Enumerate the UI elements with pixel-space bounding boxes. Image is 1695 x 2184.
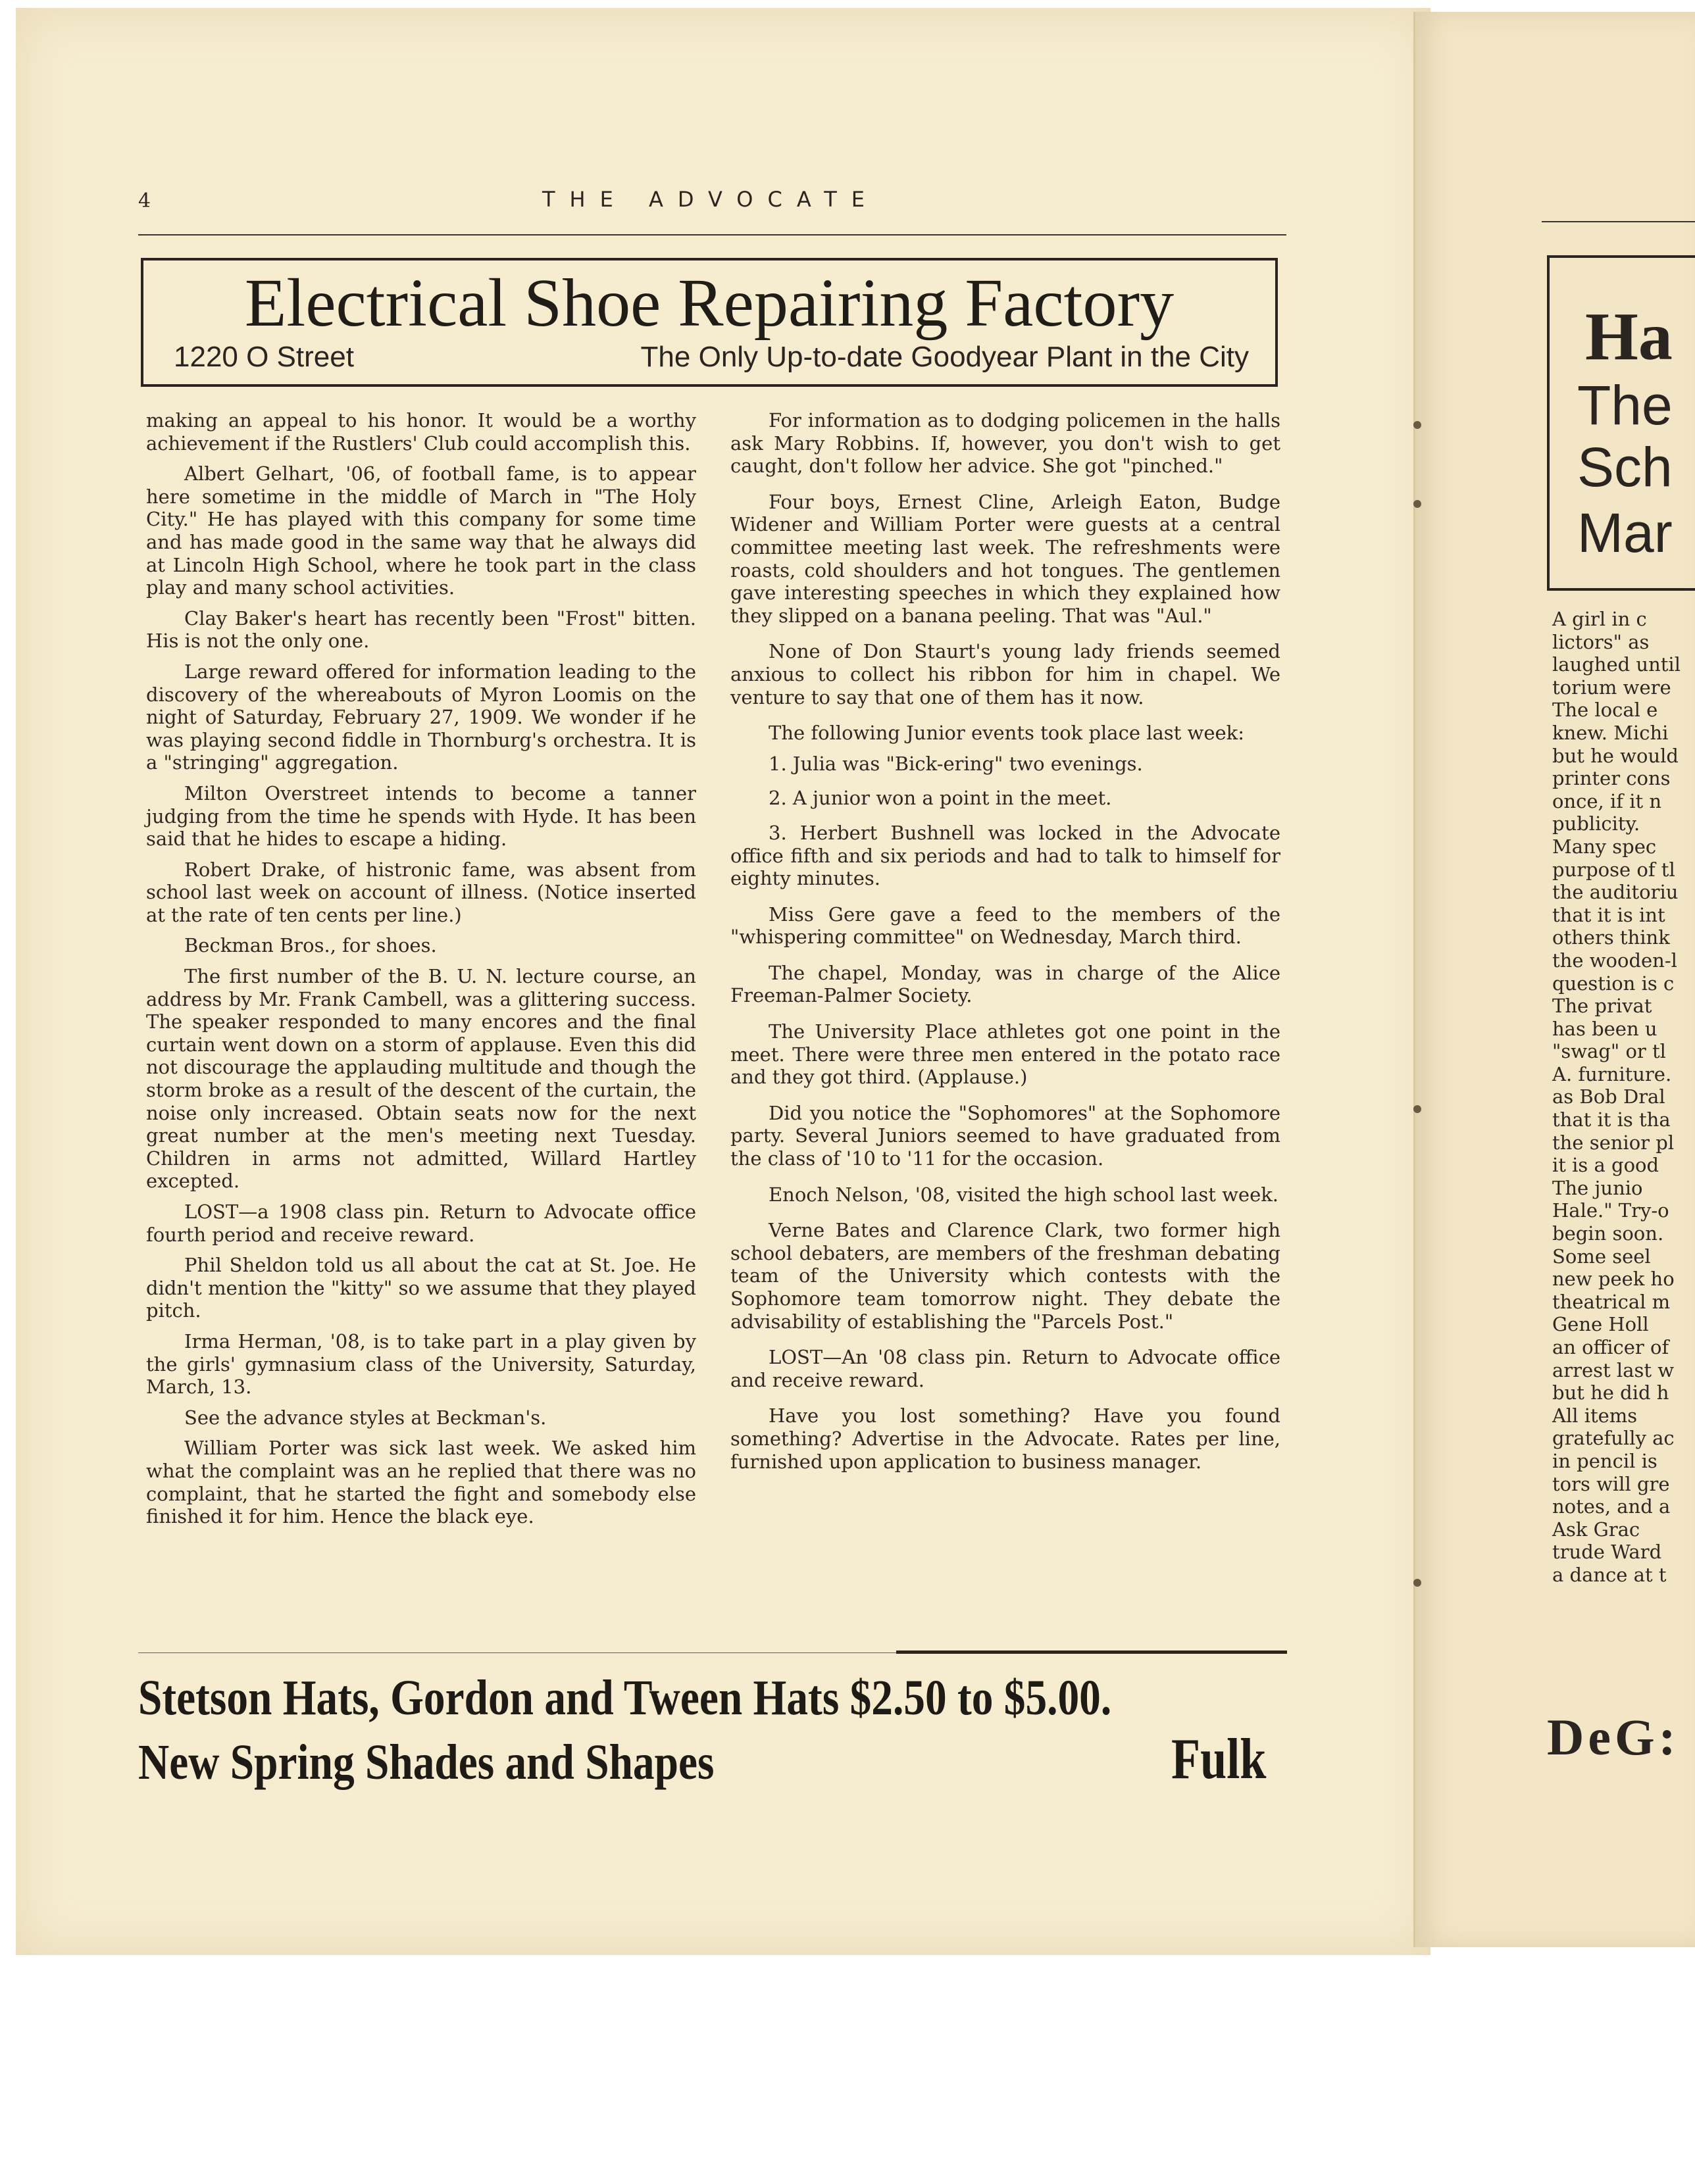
facing-page-footer-ad: DeG: xyxy=(1547,1708,1680,1766)
facing-page-line: The privat xyxy=(1552,995,1652,1018)
news-item: Irma Herman, '08, is to take part in a play given by the girls' gymnasium class of the University, Saturday, March, 13. xyxy=(146,1329,696,1399)
facing-page-line: new peek ho xyxy=(1552,1268,1675,1291)
facing-page-rule xyxy=(1542,221,1695,222)
facing-page-line: others think xyxy=(1552,926,1670,949)
news-item: LOST—a 1908 class pin. Return to Advocate office fourth period and receive reward. xyxy=(146,1201,696,1246)
news-item: William Porter was sick last week. We asked him what the complaint was an he replied that there was no complaint, that he started the fight and somebody else finished it for him. Hence the black eye. xyxy=(146,1437,696,1528)
facing-page-line: A girl in c xyxy=(1552,608,1647,630)
hat-ad-subline: New Spring Shades and Shapes xyxy=(138,1735,715,1790)
facing-page-line: an officer of xyxy=(1552,1336,1669,1358)
facing-page-line: that it is tha xyxy=(1552,1108,1671,1131)
facing-page-line: begin soon. xyxy=(1552,1222,1664,1245)
facing-page-line: The local e xyxy=(1552,699,1658,722)
ad-slogan: The Only Up-to-date Goodyear Plant in the City xyxy=(640,341,1249,373)
news-item: See the advance styles at Beckman's. xyxy=(184,1406,547,1429)
facing-page-line: arrest last w xyxy=(1552,1358,1675,1381)
facing-page-line: but he would xyxy=(1552,744,1679,767)
facing-page-line: it is a good xyxy=(1552,1154,1659,1177)
junior-events-list xyxy=(730,753,1280,890)
facing-page-line: All items xyxy=(1552,1404,1638,1427)
binding-mark xyxy=(1413,500,1421,508)
facing-page-line: question is c xyxy=(1552,972,1675,995)
facing-page-ad-box xyxy=(1547,255,1695,591)
facing-page-line: Many spec xyxy=(1552,835,1657,858)
page-number: 4 xyxy=(138,189,151,212)
news-item: Enoch Nelson, '08, visited the high school last week. xyxy=(769,1183,1279,1206)
facing-page-line: a dance at t xyxy=(1552,1563,1667,1586)
facing-page-column xyxy=(1552,608,1695,1587)
news-item: For information as to dodging policemen in the halls ask Mary Robbins. If, however, you don't wish to get caught, don't follow her advice. She got "pinched." xyxy=(730,409,1280,478)
facing-page-line: trude Ward xyxy=(1552,1541,1662,1564)
facing-ad-line: Ha xyxy=(1585,299,1673,374)
facing-page-line: theatrical m xyxy=(1552,1290,1671,1313)
news-item: The following Junior events took place last week: xyxy=(769,722,1245,745)
facing-page-line: "swag" or tl xyxy=(1552,1040,1666,1063)
facing-page-line: has been u xyxy=(1552,1017,1657,1040)
facing-page-line: Gene Holl xyxy=(1552,1313,1649,1336)
facing-page-line: Hale." Try-o xyxy=(1552,1199,1669,1222)
facing-ad-line: Mar xyxy=(1577,502,1673,564)
news-item: Verne Bates and Clarence Clark, two former high school debaters, are members of the freshman debating team of the University which contests with the Sophomore team tomorrow night. They debate the advisability of establishing the "Parcels Post." xyxy=(730,1219,1280,1333)
facing-page-line: the auditoriu xyxy=(1552,881,1679,904)
facing-page-line: the senior pl xyxy=(1552,1131,1675,1154)
binding-mark xyxy=(1413,421,1421,429)
news-item: LOST—An '08 class pin. Return to Advocate office and receive reward. xyxy=(730,1346,1280,1391)
news-items-before-list xyxy=(730,409,1280,745)
facing-ad-line: The xyxy=(1577,374,1673,436)
facing-page-line: in pencil is xyxy=(1552,1449,1657,1472)
facing-page-line: publicity. xyxy=(1552,812,1640,835)
facing-page-line: notes, and a xyxy=(1552,1495,1671,1518)
list-item: 1. Julia was "Bick-ering" two evenings. xyxy=(769,752,1143,775)
news-item: Albert Gelhart, '06, of football fame, is to appear here sometime in the middle of March in "The Holy City." He has played with this company for some time and has made good in the same way that he always did at Lincoln High School, where he took part in the class play and many school activities. xyxy=(146,462,696,599)
list-item: 2. A junior won a point in the meet. xyxy=(769,787,1112,810)
facing-page-line: purpose of tl xyxy=(1552,858,1675,881)
news-item: Miss Gere gave a feed to the members of the "whispering committee" on Wednesday, March third. xyxy=(730,903,1280,949)
facing-page-line: The junio xyxy=(1552,1176,1643,1199)
news-items-after-list xyxy=(730,903,1280,1473)
hat-ad-merchant: Fulk xyxy=(1171,1727,1267,1791)
header-rule xyxy=(138,234,1286,236)
bottom-rule-thin xyxy=(138,1652,896,1653)
shoe-repair-advertisement xyxy=(141,258,1278,387)
facing-page-line: Ask Grac xyxy=(1552,1518,1640,1541)
facing-page-line: torium were xyxy=(1552,676,1671,699)
news-item: The University Place athletes got one point in the meet. There were three men entered in the potato race and they got third. (Applause.) xyxy=(730,1020,1280,1089)
facing-page-line: lictors" as xyxy=(1552,630,1650,653)
facing-page-line: A. furniture. xyxy=(1552,1062,1672,1085)
news-item: Four boys, Ernest Cline, Arleigh Eaton, Budge Widener and William Porter were guests at a central committee meeting last week. The refreshments were roasts, cold shoulders and hot tongues. The gentlemen gave interesting speeches in which they explained how they slipped on a banana peeling. That was "Aul." xyxy=(730,490,1280,627)
news-item: The first number of the B. U. N. lecture course, an address by Mr. Frank Cambell, was a glittering success. The speaker responded to many encores and the final curtain went down on a storm of applause. Even this did not discourage the applauding multitude and though the storm broke as a result of the descent of the curtain, the noise only increased. Obtain seats now for the next great number at the men's meeting next Tuesday. Children in arms not admitted, Willard Hartley excepted. xyxy=(146,965,696,1193)
bottom-rule-thick xyxy=(896,1650,1287,1654)
publication-masthead: THE ADVOCATE xyxy=(542,187,879,212)
news-item: Have you lost something? Have you found something? Advertise in the Advocate. Rates per line, furnished upon application to business manager. xyxy=(730,1404,1280,1473)
news-item: None of Don Staurt's young lady friends seemed anxious to collect his ribbon for him in chapel. We venture to say that one of them has it now. xyxy=(730,640,1280,708)
facing-page-line: printer cons xyxy=(1552,767,1671,790)
facing-page-line: the wooden-l xyxy=(1552,949,1677,972)
hat-ad-headline: Stetson Hats, Gordon and Tween Hats $2.50 to $5.00. xyxy=(138,1670,1112,1725)
news-item: Robert Drake, of histronic fame, was absent from school last week on account of illness. (Notice inserted at the rate of ten cents per line.) xyxy=(146,858,696,926)
binding-mark xyxy=(1413,1105,1421,1113)
binding-mark xyxy=(1413,1579,1421,1587)
news-item: Clay Baker's heart has recently been "Frost" bitten. His is not the only one. xyxy=(146,607,696,653)
facing-page-line: as Bob Dral xyxy=(1552,1085,1665,1108)
list-item: 3. Herbert Bushnell was locked in the Advocate office fifth and six periods and had to talk to himself for eighty minutes. xyxy=(730,821,1280,890)
news-item: Phil Sheldon told us all about the cat at St. Joe. He didn't mention the "kitty" so we assume that they played pitch. xyxy=(146,1254,696,1322)
ad-title: Electrical Shoe Repairing Factory xyxy=(244,265,1175,341)
facing-page-line: but he did h xyxy=(1552,1381,1669,1404)
facing-page-line: Some seel xyxy=(1552,1245,1651,1268)
facing-page-line: tors will gre xyxy=(1552,1472,1670,1495)
right-news-column xyxy=(730,409,1280,1481)
facing-page-fragment xyxy=(1413,12,1695,1947)
facing-ad-line: Sch xyxy=(1577,436,1673,498)
news-item: Beckman Bros., for shoes. xyxy=(184,934,437,957)
news-item: making an appeal to his honor. It would be a worthy achievement if the Rustlers' Club could accomplish this. xyxy=(146,409,696,455)
facing-page-line: gratefully ac xyxy=(1552,1427,1675,1450)
facing-page-line: once, if it n xyxy=(1552,789,1662,812)
facing-page-line: knew. Michi xyxy=(1552,721,1669,744)
news-item: Did you notice the "Sophomores" at the Sophomore party. Several Juniors seemed to have graduated from the class of '10 to '11 for the occasion. xyxy=(730,1101,1280,1170)
facing-page-line: that it is int xyxy=(1552,903,1665,926)
ad-address: 1220 O Street xyxy=(174,341,354,373)
facing-page-line: laughed until xyxy=(1552,653,1681,676)
left-news-column xyxy=(146,409,696,1536)
news-item: The chapel, Monday, was in charge of the Alice Freeman-Palmer Society. xyxy=(730,961,1280,1007)
news-item: Milton Overstreet intends to become a tanner judging from the time he spends with Hyde. It has been said that he hides to escape a hiding. xyxy=(146,782,696,851)
news-item: Large reward offered for information leading to the discovery of the whereabouts of Myron Loomis on the night of Saturday, February 27, 1909. We wonder if he was playing second fiddle in Thornburg's orchestra. It is a "stringing" aggregation. xyxy=(146,660,696,774)
